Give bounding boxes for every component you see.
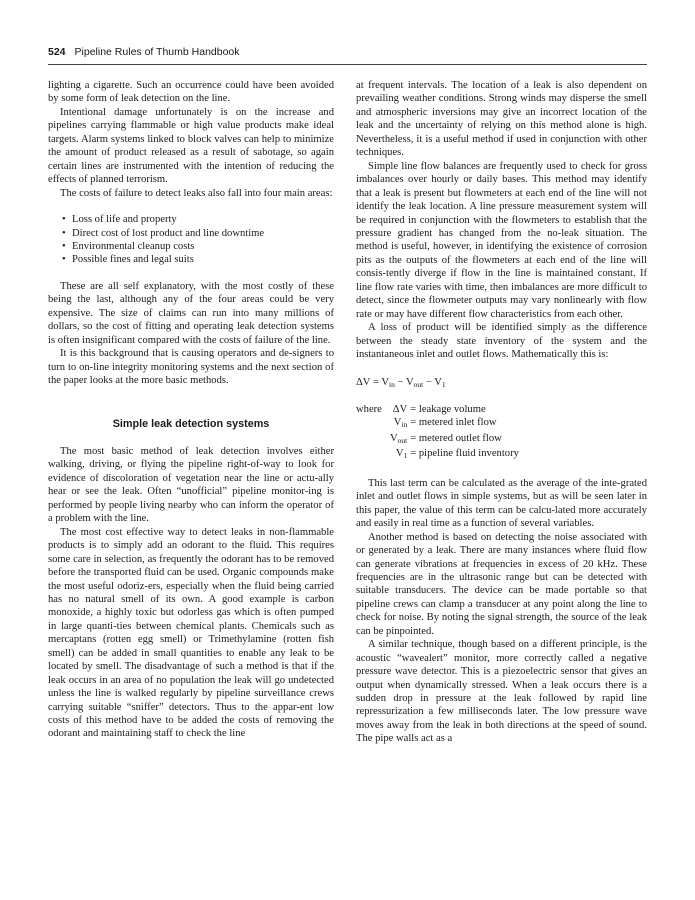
- list-item: • Direct cost of lost product and line downtime: [62, 227, 334, 240]
- list-item: • Loss of life and property: [62, 213, 334, 226]
- paragraph: lighting a cigarette. Such an occurrence could have been avoided by some form of leak detection on the line.: [48, 80, 334, 105]
- paragraph: at frequent intervals. The location of a leak is also dependent on prevailing weather conditions. Strong winds may disperse the smell and atmospheric inversions may give an incorrect location of the leak and the uncertainty of relying on this method alone is high. Nevertheless, it is a useful method if used in conjunction with other techniques.: [356, 80, 647, 159]
- paragraph: Another method is based on detecting the noise associated with or generated by a leak. There are many instances where fluid flow can generate vibrations at frequencies in excess of 20 kHz. These frequencies are in the ultrasonic range but can be detected with suitable transducers. The device can be made portable so that pipeline crews can clamp a transducer at any point along the line to check for noise. By noting the signal strength, the source of the leak can be pinpointed.: [356, 531, 647, 637]
- where-label: where: [356, 403, 382, 415]
- definition-row: where ΔV = leakage volume: [356, 403, 486, 415]
- paragraph: A loss of product will be identified simply as the difference between the steady state inventory of the system and the instantaneous inlet and outlet flows. Mathematically this is:: [356, 322, 647, 361]
- paragraph: The most cost effective way to detect leaks in non-flammable products is to simply add an odorant to the fluid. This requires some care in selection, as frequently the odorant has to be removed before the transported fluid can be used. Organic compounds make the most useful odoriz-ers, especially when the fluid being carried has no natural smell of its own. A good example is carbon monoxide, a highly toxic but odorless gas which is often pumped in large quanti-ties between chemical plants. Chemicals such as mercaptans (rotten egg smell) or Trimethylamine (rotten fish smell) can be added in small quantities to enable any leak to be located by smell. The disadvantage of such a method is that if the leak occurs in an area of no population the leak will go undetected unless the line is walked regularly by pipeline surveillance crews carrying suitable “sniffer” detectors. Thus to the appar-ent low costs of this method have to be added the costs of removing the odorant and maintaining staff to check the line: [48, 526, 334, 740]
- paragraph: It is this background that is causing operators and de-signers to turn to on-line integrity monitoring systems and the next section of the paper looks at the more basic methods.: [48, 348, 334, 387]
- right-column: [356, 79, 647, 746]
- header-rule: [48, 64, 647, 65]
- equation-definitions: [356, 403, 519, 463]
- list-item: • Environmental cleanup costs: [62, 240, 334, 253]
- paragraph: The most basic method of leak detection involves either walking, driving, or flying the pipeline right-of-way to look for evidence of discoloration of vegetation near the line or actu-ally hear or see the leak. Often “unofficial” pipeline monitor-ing is performed by people living nearby who can inform the operator of a problem with the line.: [48, 445, 334, 525]
- paragraph: The costs of failure to detect leaks also fall into four main areas:: [60, 187, 333, 199]
- definition-row: $V_{out}$ = metered outlet flow: [390, 432, 502, 445]
- page-number: 524: [48, 46, 66, 58]
- paragraph: Intentional damage unfortunately is on the increase and pipelines carrying flammable or high value products make ideal targets. Alarm systems linked to block valves can help to minimize the amount of product released as a result of sabotage, so again certain lines are instrumented with the intention of reducing the effects of planned terrorism.: [48, 106, 334, 186]
- section-heading: Simple leak detection systems: [112, 417, 270, 430]
- list-item: • Possible fines and legal suits: [62, 253, 334, 266]
- definition-row: $V_1$ = pipeline fluid inventory: [395, 448, 519, 461]
- cost-areas-list: [62, 213, 334, 267]
- paragraph: This last term can be calculated as the average of the inte-grated inlet and outlet flows in simple systems, but as will be seen later in this paper, the value of this term can be calcu-lated more accurately and easily in real time as a function of several variables.: [356, 477, 647, 530]
- left-column: [48, 79, 334, 741]
- definition-row: $V_{in}$ = metered inlet flow: [393, 417, 497, 430]
- leak-volume-equation: $\Delta V = V_{in} - V_{out} - V_1$: [356, 376, 446, 389]
- paragraph: A similar technique, though based on a different principle, is the acoustic “wavealert” monitor, more correctly called a negative pressure wave detector. This is a piezoelectric sensor that gives an output when dynamically stressed. When a leak occurs there is a sudden drop in pressure at the leak followed by rapid line repressurization a few milliseconds later. The low pressure wave moves away from the leak in both directions at the speed of sound. The pipe walls act as a: [356, 639, 647, 745]
- running-header: [48, 46, 240, 62]
- paragraph: These are all self explanatory, with the most costly of these being the last, although any of the four areas could be very expensive. The size of claims can run into many millions of dollars, so the cost of fitting and operating leak detection systems is often insignificant compared with the costs of failure of the line.: [48, 280, 334, 346]
- book-title: Pipeline Rules of Thumb Handbook: [74, 46, 240, 58]
- paragraph: Simple line flow balances are frequently used to check for gross imbalances over hourly or daily bases. This method may identify that a leak is present but flowmeters at each end of the line will not identify the leak location. A line pressure measurement system will be required in conjunction with the flowmeters to establish that the pressure gradient has changed from the no-leak situation. The method is useful, however, in identifying the existence of corrosion pits as the outputs of the flowmeters at each end of the line will consis-tently diverge if flow in the line is maintained constant. If line flow rate varies with time, then imbalances are more difficult to detect, since the flowmeter outputs may vary nonlinearly with flow rate or may have different flow characteristics from each other.: [356, 160, 647, 320]
